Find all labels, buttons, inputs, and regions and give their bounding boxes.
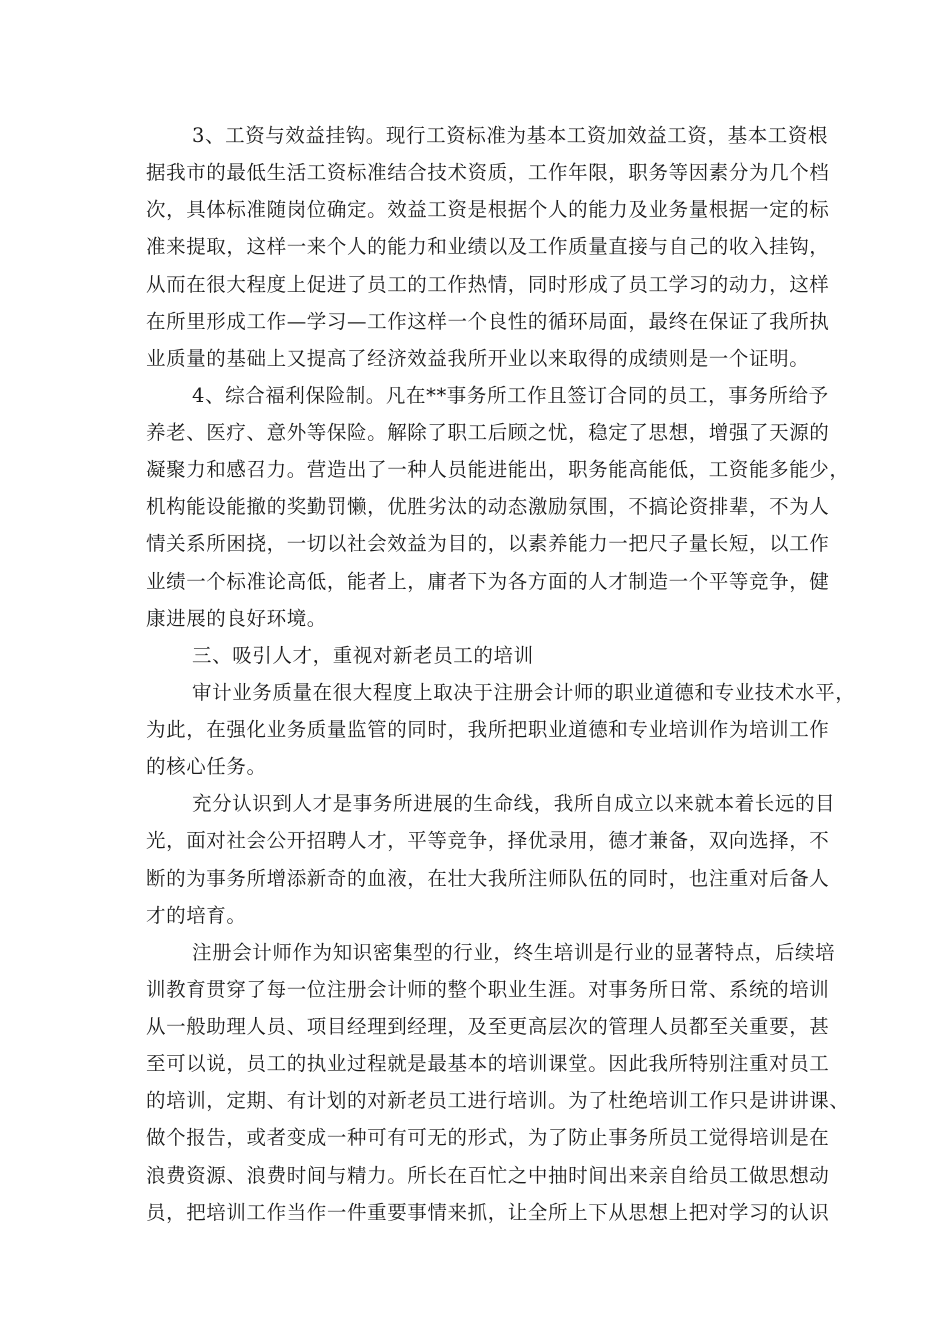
text-line: 断的为事务所增添新奇的血液，在壮大我所注师队伍的同时，也注重对后备人 (146, 867, 830, 890)
text-line: 做个报告，或者变成一种可有可无的形式，为了防止事务所员工觉得培训是在 (146, 1126, 830, 1149)
text-line: 光，面对社会公开招聘人才，平等竞争，择优录用，德才兼备，双向选择，不 (146, 829, 830, 852)
text-line: 康进展的良好环境。 (146, 607, 327, 630)
text-line: 审计业务质量在很大程度上取决于注册会计师的职业道德和专业技术水平， (192, 681, 856, 704)
text-line: 3、工资与效益挂钩。现行工资标准为基本工资加效益工资，基本工资根 (192, 124, 829, 147)
text-line: 养老、医疗、意外等保险。解除了职工后顾之忧，稳定了思想，增强了天源的 (146, 421, 830, 444)
text-line: 训教育贯穿了每一位注册会计师的整个职业生涯。对事务所日常、系统的培训 (146, 978, 830, 1001)
text-line: 员，把培训工作当作一件重要事情来抓，让全所上下从思想上把对学习的认识 (146, 1201, 830, 1224)
text-line: 在所里形成工作—学习—工作这样一个良性的循环局面，最终在保证了我所执 (146, 310, 830, 333)
text-line: 凝聚力和感召力。营造出了一种人员能进能出，职务能高能低，工资能多能少， (146, 458, 850, 481)
text-line: 机构能设能撤的奖勤罚懒，优胜劣汰的动态激励氛围，不搞论资排辈，不为人 (146, 495, 830, 518)
text-line: 从一般助理人员、项目经理到经理，及至更高层次的管理人员都至关重要，甚 (146, 1015, 830, 1038)
text-line: 情关系所困挠，一切以社会效益为目的，以素养能力一把尺子量长短，以工作 (146, 532, 830, 555)
text-line: 至可以说，员工的执业过程就是最基本的培训课堂。因此我所特别注重对员工 (146, 1052, 830, 1075)
text-line: 注册会计师作为知识密集型的行业，终生培训是行业的显著特点，后续培 (192, 941, 836, 964)
text-line: 才的培育。 (146, 904, 247, 927)
text-line: 的培训，定期、有计划的对新老员工进行培训。为了杜绝培训工作只是讲讲课、 (146, 1089, 850, 1112)
text-line: 业绩一个标准论高低，能者上，庸者下为各方面的人才制造一个平等竞争，健 (146, 570, 830, 593)
section-heading: 三、吸引人才，重视对新老员工的培训 (192, 644, 534, 667)
text-line: 充分认识到人才是事务所进展的生命线，我所自成立以来就本着长远的目 (192, 792, 836, 815)
text-line: 为此，在强化业务质量监管的同时，我所把职业道德和专业培训作为培训工作 (146, 718, 830, 741)
text-line: 的核心任务。 (146, 755, 267, 778)
text-line: 浪费资源、浪费时间与精力。所长在百忙之中抽时间出来亲自给员工做思想动 (146, 1164, 830, 1187)
text-line: 次，具体标准随岗位确定。效益工资是根据个人的能力及业务量根据一定的标 (146, 198, 830, 221)
text-line: 据我市的最低生活工资标准结合技术资质，工作年限，职务等因素分为几个档 (146, 161, 830, 184)
text-line: 从而在很大程度上促进了员工的工作热情，同时形成了员工学习的动力，这样 (146, 273, 830, 296)
text-line: 4、综合福利保险制。凡在**事务所工作且签订合同的员工，事务所给予 (192, 384, 829, 407)
text-line: 准来提取，这样一来个人的能力和业绩以及工作质量直接与自己的收入挂钩， (146, 235, 830, 258)
text-line: 业质量的基础上又提高了经济效益我所开业以来取得的成绩则是一个证明。 (146, 347, 810, 370)
